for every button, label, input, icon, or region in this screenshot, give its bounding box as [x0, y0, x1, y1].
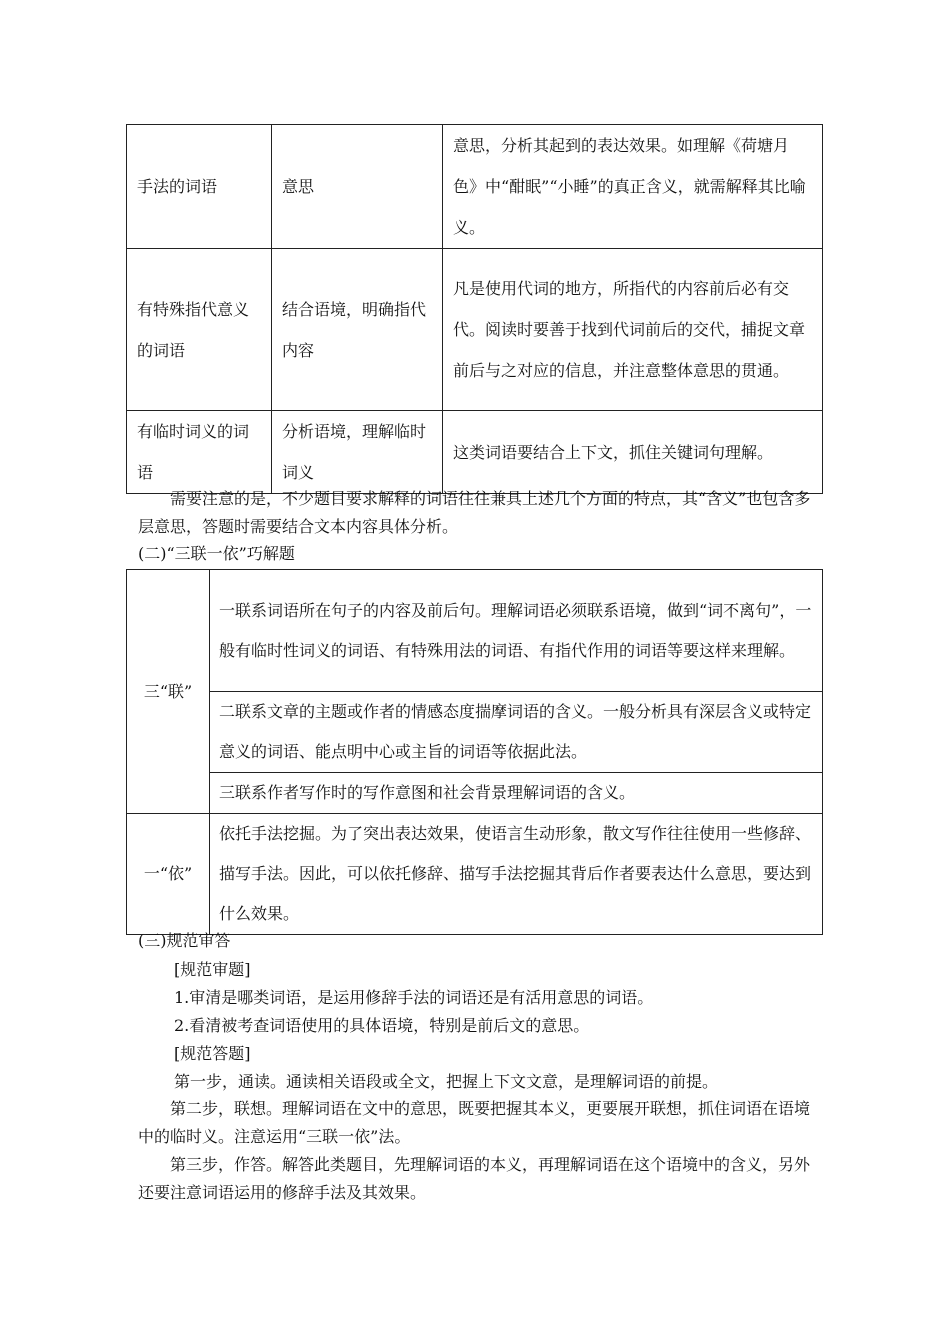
explanation-cell: 凡是使用代词的地方，所指代的内容前后必有交代。阅读时要善于找到代词前后的交代，捕捉文章前后与之对应的信息，并注意整体意思的贯通。	[443, 249, 823, 411]
method-cell: 分析语境，理解临时词义	[272, 411, 443, 494]
subheading-answer: [规范答题]	[174, 1044, 251, 1063]
table-row	[127, 249, 823, 411]
word-type-table	[126, 124, 823, 494]
step-item: 第一步，通读。通读相关语段或全文，把握上下文文意，是理解词语的前提。	[174, 1072, 719, 1091]
explanation-cell: 意思，分析其起到的表达效果。如理解《荷塘月色》中“酣眠”“小睡”的真正含义，就需解释其比喻义。	[443, 125, 823, 249]
section-heading: (三)规范审答	[138, 931, 231, 950]
word-type-cell: 手法的词语	[127, 125, 272, 249]
method-cell: 结合语境，明确指代内容	[272, 249, 443, 411]
subheading-review: [规范审题]	[174, 960, 251, 979]
three-links-one-basis-table	[126, 569, 823, 935]
explanation-cell: 这类词语要结合上下文，抓住关键词句理解。	[443, 411, 823, 494]
table-row	[127, 773, 823, 814]
note-paragraph: 需要注意的是，不少题目要求解释的词语往往兼具上述几个方面的特点，其“含义”也包含多层意思，答题时需要结合文本内容具体分析。	[138, 489, 811, 536]
review-item: 1.审清是哪类词语，是运用修辞手法的词语还是有活用意思的词语。	[174, 988, 654, 1007]
lian-item-cell: 二联系文章的主题或作者的情感态度揣摩词语的含义。一般分析具有深层含义或特定意义的词语、能点明中心或主旨的词语等依据此法。	[210, 692, 823, 773]
section-heading: (二)“三联一依”巧解题	[138, 544, 295, 563]
table-row	[127, 814, 823, 935]
step-item: 第二步，联想。理解词语在文中的意思，既要把握其本义，更要展开联想，抓住词语在语境中的临时义。注意运用“三联一依”法。	[138, 1099, 811, 1146]
review-item: 2.看清被考查词语使用的具体语境，特别是前后文的意思。	[174, 1016, 590, 1035]
table-row	[127, 411, 823, 494]
lian-label-cell: 三“联”	[127, 570, 210, 814]
word-type-cell: 有特殊指代意义的词语	[127, 249, 272, 411]
table-row	[127, 125, 823, 249]
table-row	[127, 692, 823, 773]
yi-label-cell: 一“依”	[127, 814, 210, 935]
lian-item-cell: 三联系作者写作时的写作意图和社会背景理解词语的含义。	[210, 773, 823, 814]
lian-item-cell: 一联系词语所在句子的内容及前后句。理解词语必须联系语境，做到“词不离句”，一般有临时性词义的词语、有特殊用法的词语、有指代作用的词语等要这样来理解。	[210, 570, 823, 692]
word-type-cell: 有临时词义的词语	[127, 411, 272, 494]
table-row	[127, 570, 823, 692]
step-item: 第三步，作答。解答此类题目，先理解词语的本义，再理解词语在这个语境中的含义，另外还要注意词语运用的修辞手法及其效果。	[138, 1155, 811, 1202]
yi-item-cell: 依托手法挖掘。为了突出表达效果，使语言生动形象，散文写作往往使用一些修辞、描写手法。因此，可以依托修辞、描写手法挖掘其背后作者要表达什么意思，要达到什么效果。	[210, 814, 823, 935]
method-cell: 意思	[272, 125, 443, 249]
